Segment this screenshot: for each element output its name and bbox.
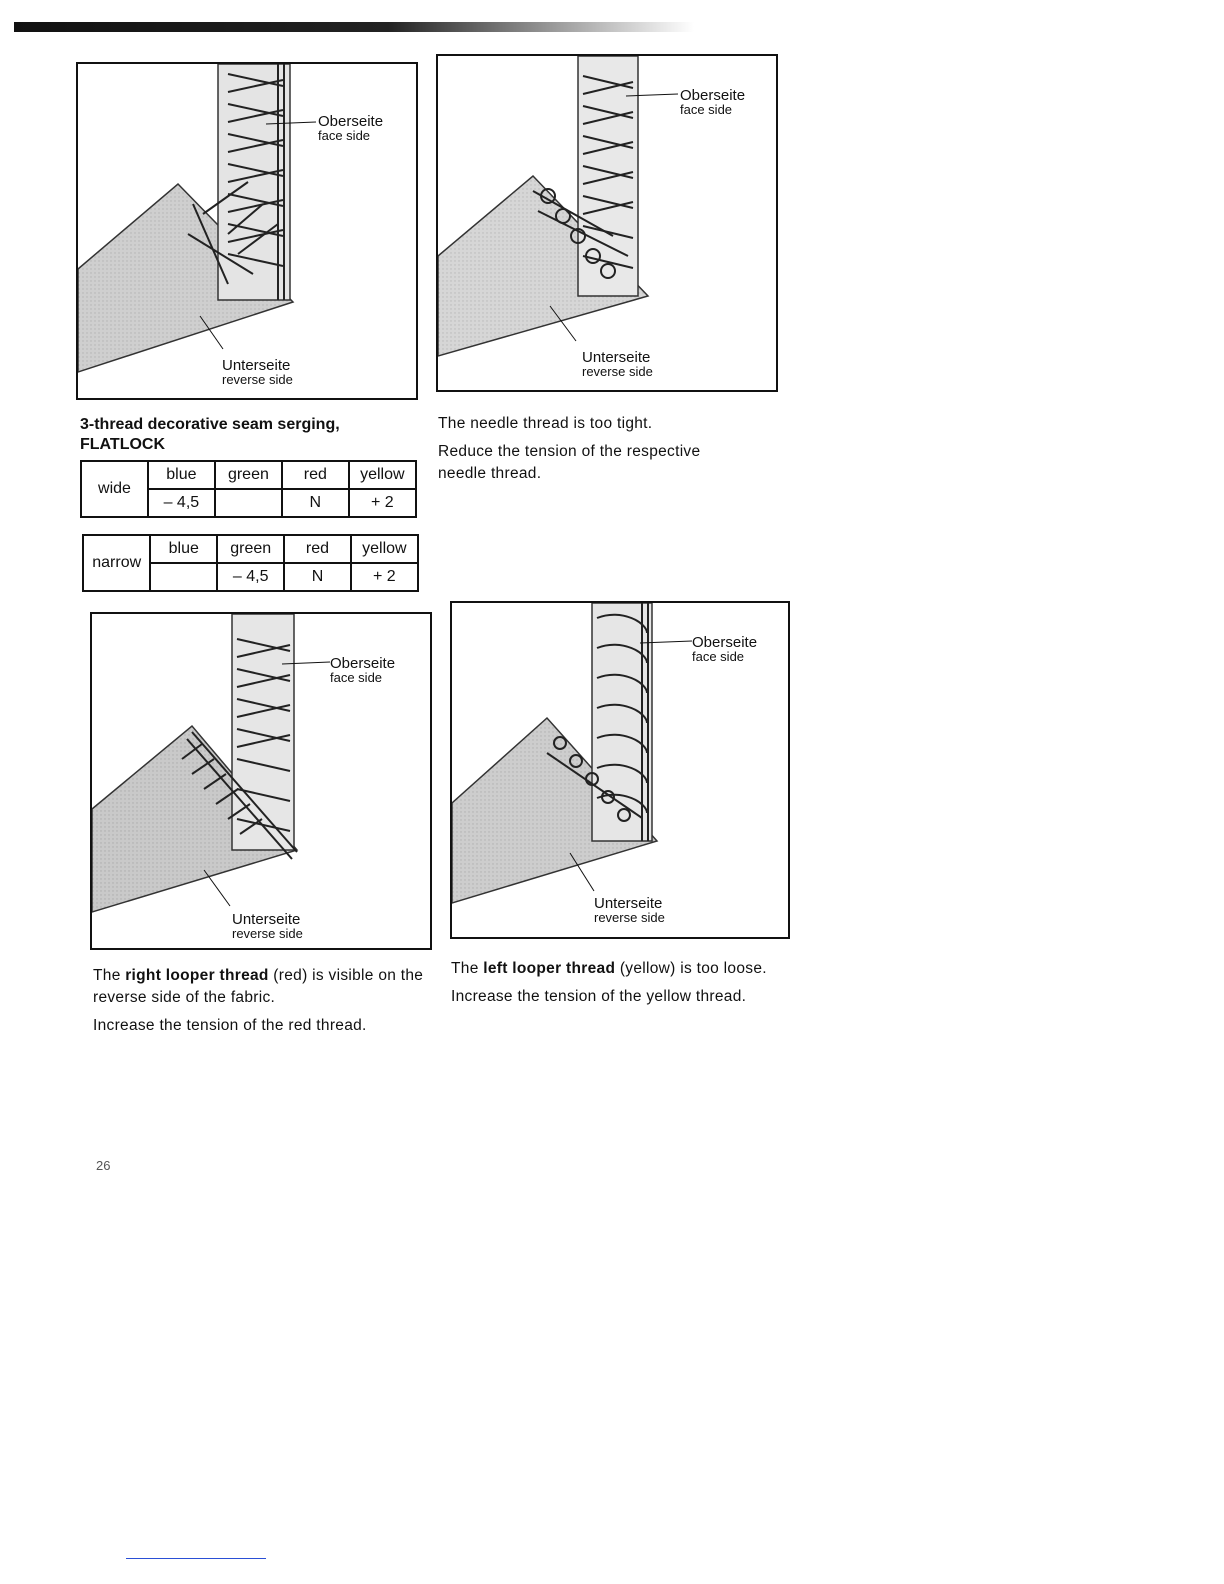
reverse-label xyxy=(594,896,665,925)
reverse-label-de: Unterseite xyxy=(594,895,663,912)
reverse-label xyxy=(222,358,293,387)
reverse-label-de: Unterseite xyxy=(232,911,301,928)
face-label xyxy=(680,88,745,117)
caption-right-bold: right looper thread xyxy=(125,967,269,984)
col-yellow: yellow xyxy=(349,461,416,489)
face-label-en: face side xyxy=(680,102,733,117)
top-rule xyxy=(14,22,694,32)
face-label-en: face side xyxy=(318,128,371,143)
reverse-label-en: reverse side xyxy=(232,926,303,941)
caption-right-looper xyxy=(93,965,433,1043)
figure-right-looper-visible xyxy=(90,612,432,950)
caption-left-pre: The xyxy=(451,960,484,977)
caption-left-p2: Increase the tension of the yellow thread. xyxy=(451,988,747,1005)
tension-table-wide xyxy=(80,460,417,518)
heading-line-2: FLATLOCK xyxy=(80,436,166,453)
page-number: 26 xyxy=(96,1158,111,1173)
val-blue xyxy=(150,563,217,591)
caption-right-p1 xyxy=(93,965,433,1009)
col-yellow: yellow xyxy=(351,535,418,563)
caption-needle-too-tight xyxy=(438,413,748,491)
val-red: N xyxy=(282,489,349,517)
face-label-de: Oberseite xyxy=(318,113,384,130)
col-blue: blue xyxy=(148,461,215,489)
reverse-label xyxy=(582,350,653,379)
val-green: – 4,5 xyxy=(217,563,284,591)
section-heading xyxy=(80,415,340,455)
reverse-label-en: reverse side xyxy=(222,372,293,387)
val-blue: – 4,5 xyxy=(148,489,215,517)
col-green: green xyxy=(215,461,282,489)
figure-left-looper-loose xyxy=(450,601,790,939)
caption-right-pre: The xyxy=(93,967,126,984)
reverse-label-de: Unterseite xyxy=(222,357,291,374)
val-red: N xyxy=(284,563,350,591)
caption-right-p2: Increase the tension of the red thread. xyxy=(93,1017,367,1034)
col-blue: blue xyxy=(150,535,217,563)
face-label xyxy=(330,656,395,685)
col-red: red xyxy=(282,461,349,489)
footer-line xyxy=(126,1558,266,1559)
table-row-label: narrow xyxy=(83,535,150,591)
caption-left-p1 xyxy=(451,958,791,980)
face-label xyxy=(692,635,757,664)
face-label xyxy=(318,114,383,143)
face-label-en: face side xyxy=(330,670,383,685)
caption-needle-p2: Reduce the tension of the respective needle thread. xyxy=(438,443,701,482)
caption-left-post: (yellow) is too loose. xyxy=(615,960,767,977)
caption-right-post: (red) is visible on the reverse side of the fabric. xyxy=(93,967,424,1006)
val-yellow: + 2 xyxy=(349,489,416,517)
caption-left-looper xyxy=(451,958,791,1014)
col-red: red xyxy=(284,535,350,563)
reverse-label-en: reverse side xyxy=(594,910,665,925)
reverse-label-de: Unterseite xyxy=(582,349,651,366)
figure-needle-too-tight xyxy=(436,54,778,392)
reverse-label xyxy=(232,912,303,941)
col-green: green xyxy=(217,535,284,563)
caption-left-bold: left looper thread xyxy=(483,960,616,977)
face-label-de: Oberseite xyxy=(330,655,396,672)
figure-flatlock-correct xyxy=(76,62,418,400)
val-green xyxy=(215,489,282,517)
face-label-de: Oberseite xyxy=(692,634,758,651)
val-yellow: + 2 xyxy=(351,563,418,591)
reverse-label-en: reverse side xyxy=(582,364,653,379)
table-row-label: wide xyxy=(81,461,148,517)
face-label-en: face side xyxy=(692,649,745,664)
face-label-de: Oberseite xyxy=(680,87,746,104)
caption-needle-p1: The needle thread is too tight. xyxy=(438,415,653,432)
tension-table-narrow xyxy=(82,534,419,592)
heading-line-1: 3-thread decorative seam serging, xyxy=(80,416,340,433)
